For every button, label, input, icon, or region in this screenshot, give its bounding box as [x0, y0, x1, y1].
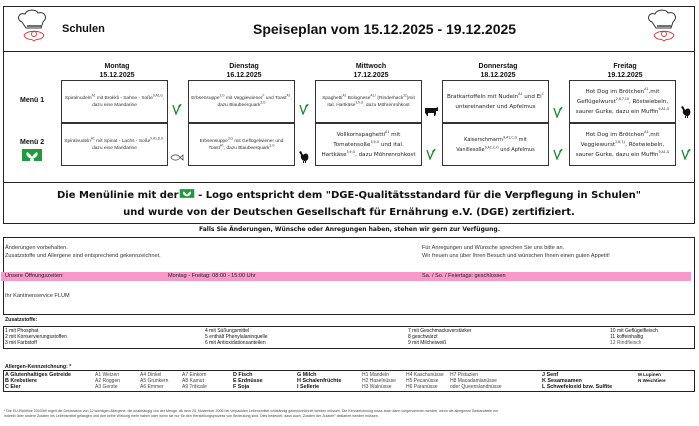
allergen-note: Zusatzstoffe und Allergene sind entsprechend gekennzeichnet. [5, 253, 161, 259]
school-label: Schulen [62, 23, 105, 35]
opening-hours-label: Unsere Öffnungszeiten: [5, 273, 64, 279]
vegetarian-icon [553, 148, 563, 160]
day-header-friday: Freitag 19.12.2025 [607, 63, 643, 79]
dge-certification-box: Die Menülinie mit der - Logo entspricht dem "DGE-Qualitätsstandard für die Verpflegung in Schulen" und wurde von der Deutschen Gesellschaft für Ernährung e.V. (DGE) zertifiziert. [3, 182, 695, 224]
dge-logo-icon [179, 188, 195, 199]
footnote: * Die EU-Richtline 2003/89 regelt die Deklaration von 12 wichtigen Allergene, die unabhängig von der Menge, ab dem 25. November 2005 bei verpackten Lebensmittel vollständig gekennzeichnet werden müssen. Die Kennzeichnung muss auch dann vorgenommen werden, wenn die allergenen Bestandteile nur indirekt über andere Zutaten ins Lebensmittel gelangen und dort keine Wirkung mehr haben oder wenn sie nur für den Herstellungsprozess von Bedeutung sind. Dies bedeutet, dass auch „Zutaten der Zutaten“ deklariert werden müssen. [4, 409, 499, 419]
allergens-nuts-1: H1 Mandeln H2 Haselnüsse H3 Walnüsse [362, 372, 396, 391]
chef-hat-icon [14, 8, 54, 48]
opening-hours-weekend: Sa. / So. / Feiertags: geschlossen [422, 273, 506, 279]
opening-hours-weekdays: Montag - Freitag: 08:00 - 15:00 Uhr [168, 273, 256, 279]
page-title: Speiseplan vom 15.12.2025 - 19.12.2025 [253, 21, 517, 37]
feedback-note: Für Anregungen und Wünsche sprechen Sie uns bitte an. [422, 245, 565, 251]
allergens-col-m: M Lupinen N Weichtiere [638, 372, 666, 384]
meal-friday-menu1[interactable]: Hot Dog im Brötchen$^{A1}$,mit Geflügelwurst$^{2,6,7,10}$, Röstwiebeln, saurer Gurke, dazu ein Muffin$^{9,A1,G}$ [569, 80, 676, 123]
day-header-wednesday: Mittwoch 17.12.2025 [353, 63, 389, 79]
allergens-grains-1: A1 Weizen A2 Roggen A3 Gerste [95, 372, 121, 391]
allergens-col-a: A Glutenhaltiges Getreide B Krebstiere C Eier [5, 372, 71, 391]
allergens-grains-3: A7 Einkorn A8 Kamut A9 Triticale [182, 372, 207, 391]
day-header-monday: Montag 15.12.2025 [99, 63, 135, 79]
meal-tuesday-menu1[interactable]: Erbsensuppe$^{3,G}$ mit Veggiewiener$^F$ und Toast$^{A1}$, dazu Blaubeerquark$^{3,G}$ [188, 80, 295, 123]
meal-tuesday-menu2[interactable]: Erbsensuppe$^{3,G}$ mit Geflügelwiener und Toast$^{A1}$, dazu Blaubeerquark$^{3,G}$ [188, 123, 295, 166]
meal-monday-menu1[interactable]: Spiralnudeln$^{A1}$ mit Brokkli - Sahne - Soße$^{9,A1,G}$, dazu eine Mandarine [61, 80, 168, 123]
vegetarian-icon [681, 148, 691, 160]
fish-icon [170, 153, 184, 162]
vegetarian-icon [553, 106, 563, 118]
vegetarian-icon [299, 103, 309, 115]
meal-wednesday-menu1[interactable]: Spaghetti$^{A1}$ Bolognese$^{A1,I}$ (Rinderhack$^{12}$)mit ital. Hartkäse$^{3,9,G}$, dazu Möhrenrohkost [315, 80, 422, 123]
day-header-thursday: Donnerstag 18.12.2025 [478, 63, 518, 79]
additives-col-3: 7 mit Geschmacksverstärker 8 geschwärzt 9 mit Milcheiweiß [408, 328, 472, 346]
chef-hat-icon [644, 8, 684, 48]
meal-wednesday-menu2[interactable]: Vollkornspaghetti$^{A1}$ mit Tomatensoße$^{3,9,G}$ und ital. Hartkäse$^{3,9,G}$, dazu Möhrenrohkost [315, 123, 422, 166]
chicken-icon [680, 105, 692, 118]
allergens-nuts-3: H7 Pistazien H8 Macadamianüsse oder Queenslandnüsse [450, 372, 502, 391]
allergens-title: Allergen-Kennzeichnung: * [5, 364, 72, 370]
meal-thursday-menu2[interactable]: Kaiserschmarrn$^{9,A1,C,G}$ mit Vanillesoße$^{9,A1,C,G}$ und Apfelmus [442, 123, 549, 166]
greeting-note: Wir freuen uns über Ihren Besuch und wünschen Ihnen einen guten Appetit! [422, 253, 610, 259]
additives-title: Zusatzstoffe: [5, 317, 38, 323]
allergens-nuts-2: H4 Kaschunüsse H5 Pecanüsse H6 Paranüsse [406, 372, 444, 391]
dge-logo-icon [21, 148, 43, 162]
request-line: Falls Sie Änderungen, Wünsche oder Anregungen haben, stehen wir gern zur Verfügung. [199, 226, 500, 233]
opening-hours-bar [1, 272, 691, 281]
menu-2-label: Menü 2 [20, 139, 45, 146]
allergens-col-j: J Senf K Sesamsamen L Schwefeloxid bzw. Sulfite [542, 372, 613, 391]
changes-note: Änderungen vorbehalten. [5, 245, 68, 251]
additives-col-1: 1 mit Phosphat 2 mit Konservierungsstoffen 3 mit Farbstoff [5, 328, 67, 346]
allergens-grains-2: A4 Dinkel A5 Grünkern A6 Emmer [140, 372, 169, 391]
meal-monday-menu2[interactable]: Spiralnudeln$^{A1}$ mit Spinat - Lachs - Soße$^{9,A1,D,G}$, dazu eine Mandarine [61, 123, 168, 166]
allergens-col-d: D Fisch E Erdnüsse F Soja [233, 372, 263, 391]
additives-col-2: 4 mit Süßungsmittel 5 enthält Phenylalaninquelle 6 mit Antioxidationsanteilen [205, 328, 268, 346]
chicken-icon [298, 150, 310, 163]
allergens-col-g: G Milch H Schalenfrüchte I Sellerie [297, 372, 342, 391]
signature: Ihr Kantinenservice FLUM [5, 293, 70, 299]
additives-col-4: 10 mit Geflügelfleisch 11 koffeinhaltig 12 Rindfleisch [610, 328, 658, 346]
vegetarian-icon [172, 103, 182, 115]
vegetarian-icon [426, 148, 436, 160]
beef-icon [424, 106, 439, 117]
day-header-tuesday: Dienstag 16.12.2025 [226, 63, 262, 79]
menu-1-label: Menü 1 [20, 97, 45, 104]
meal-friday-menu2[interactable]: Hot Dog im Brötchen$^{A1}$,mit Veggiewurst$^{2,6,7,J}$, Röstwiebeln, saurer Gurke, dazu ein Muffin$^{9,A1,G}$ [569, 123, 676, 166]
additives-box [3, 326, 695, 349]
meal-thursday-menu1[interactable]: Bratkartoffeln mit Nudeln$^{A1}$ und $Ei^C$ untereinander und Apfelmus [442, 80, 549, 123]
